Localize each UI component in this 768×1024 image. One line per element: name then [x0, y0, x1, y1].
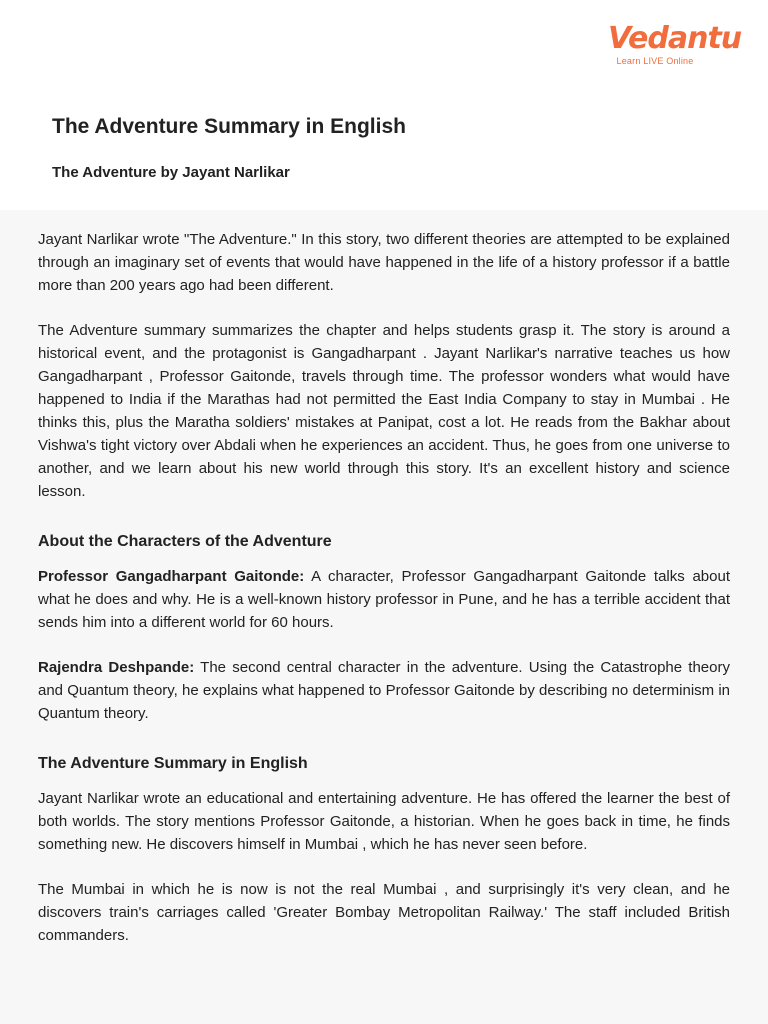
vedantu-logo	[608, 21, 742, 66]
document-header	[52, 112, 732, 184]
page-subtitle: The Adventure by Jayant Narlikar	[52, 164, 290, 181]
character-name: Rajendra Deshpande:	[38, 659, 195, 676]
character-entry	[38, 565, 730, 634]
character-description: A character, Professor Gangadharpant Gaitonde talks about what he does and why. He is a well-known history professor in Pune, and he has a terrible accident that sends him into a different world for 60 hours.	[38, 568, 730, 631]
intro-paragraph: The Adventure summary summarizes the chapter and helps students grasp it. The story is around a historical event, and the protagonist is Gangadharpant . Jayant Narlikar's narrative teaches us how Gangadharpant , Professor Gaitonde, travels through time. The professor wonders what would have happened to India if the Marathas had not permitted the East India Company to stay in Mumbai . He thinks this, plus the Maratha soldiers' mistakes at Panipat, cost a lot. He reads from the Bakhar about Vishwa's tight victory over Abdali when he experiences an accident. Thus, he goes from one universe to another, and we learn about his new world through this story. It's an excellent history and science lesson.	[38, 322, 730, 500]
document-body	[0, 210, 768, 1024]
character-name: Professor Gangadharpant Gaitonde:	[38, 568, 305, 585]
page-title: The Adventure Summary in English	[52, 115, 406, 138]
character-entry	[38, 656, 730, 725]
logo-wordmark: Vedantu	[608, 21, 742, 56]
summary-paragraph: Jayant Narlikar wrote an educational and entertaining adventure. He has offered the learner the best of both worlds. The story mentions Professor Gaitonde, a historian. When he goes back in time, he finds something new. He discovers himself in Mumbai , which he has never seen before.	[38, 790, 730, 853]
summary-heading: The Adventure Summary in English	[38, 755, 308, 772]
logo-tagline: Learn LIVE Online	[616, 56, 694, 66]
characters-heading: About the Characters of the Adventure	[38, 533, 332, 550]
summary-paragraph: The Mumbai in which he is now is not the real Mumbai , and surprisingly it's very clean, and he discovers train's carriages called 'Greater Bombay Metropolitan Railway.' The staff included British commanders.	[38, 881, 730, 944]
character-description: The second central character in the adventure. Using the Catastrophe theory and Quantum theory, he explains what happened to Professor Gaitonde by describing no determinism in Quantum theory.	[38, 659, 730, 722]
intro-paragraph: Jayant Narlikar wrote "The Adventure." In this story, two different theories are attempted to be explained through an imaginary set of events that would have happened in the life of a history professor if a battle more than 200 years ago had been different.	[38, 231, 730, 294]
